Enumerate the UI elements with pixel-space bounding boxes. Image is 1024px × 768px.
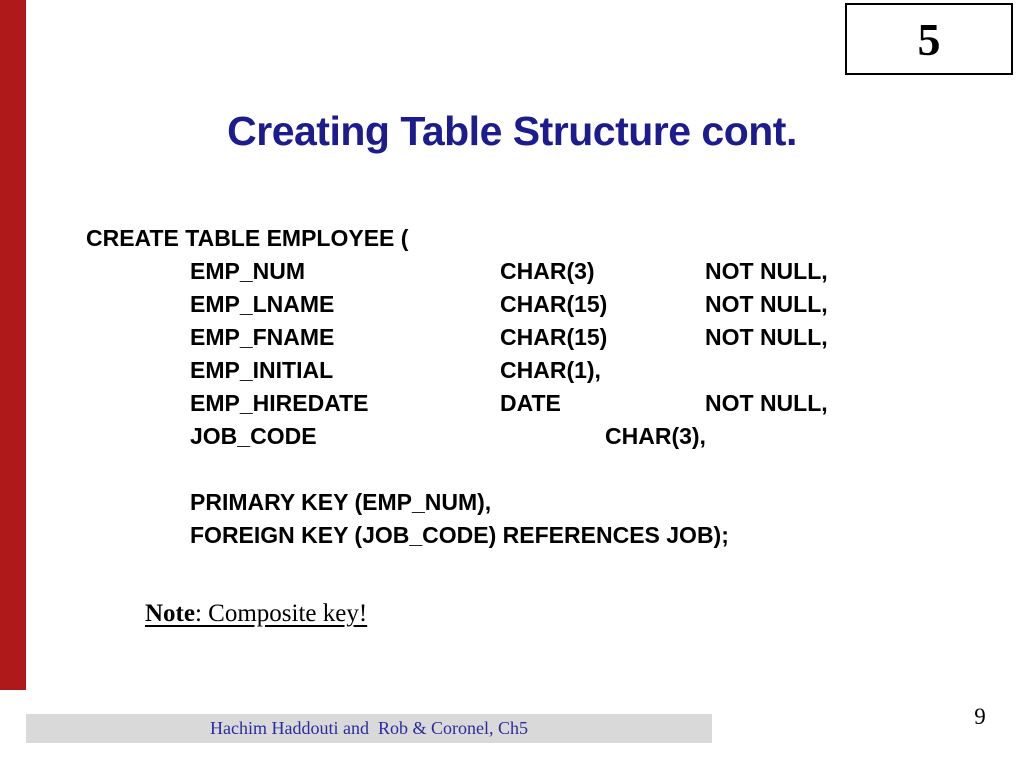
column-name: EMP_LNAME [190, 291, 335, 317]
column-type: CHAR(3) [500, 258, 595, 284]
note-text [145, 600, 367, 628]
note-body: : Composite key! [194, 600, 368, 627]
table-row [86, 258, 946, 291]
chapter-number-box [845, 3, 1013, 75]
table-row [86, 291, 946, 324]
column-name: JOB_CODE [190, 423, 317, 449]
table-row [86, 324, 946, 357]
sql-code-block [86, 225, 946, 555]
sql-line-foreign-key [86, 522, 946, 555]
sql-line-create [86, 225, 946, 258]
table-row [86, 390, 946, 423]
primary-key-clause: PRIMARY KEY (EMP_NUM), [190, 489, 492, 515]
column-type: CHAR(1), [500, 357, 601, 383]
sql-line-primary-key [86, 489, 946, 522]
table-row [86, 423, 946, 456]
blank-line [86, 456, 946, 489]
footer-credit: Hachim Haddouti and Rob & Coronel, Ch5 [210, 718, 528, 738]
column-constraint: NOT NULL, [705, 324, 828, 350]
slide-title: Creating Table Structure cont. [227, 108, 797, 154]
column-type: CHAR(15) [500, 324, 608, 350]
column-name: EMP_INITIAL [190, 357, 334, 383]
column-type: CHAR(15) [500, 291, 608, 317]
footer-bar [26, 714, 712, 743]
column-constraint: NOT NULL, [705, 291, 828, 317]
column-name: EMP_HIREDATE [190, 390, 369, 416]
column-constraint: NOT NULL, [705, 390, 828, 416]
column-name: EMP_NUM [190, 258, 306, 284]
table-row [86, 357, 946, 390]
column-type: DATE [500, 390, 561, 416]
sql-create-statement: CREATE TABLE EMPLOYEE ( [86, 225, 409, 251]
page-number: 9 [974, 704, 986, 729]
column-type: CHAR(3), [605, 423, 706, 449]
chapter-number: 5 [917, 13, 941, 65]
foreign-key-clause: FOREIGN KEY (JOB_CODE) REFERENCES JOB); [190, 522, 729, 548]
note-label: Note [145, 600, 195, 627]
column-name: EMP_FNAME [190, 324, 335, 350]
column-constraint: NOT NULL, [705, 258, 828, 284]
left-edge-stripe [0, 0, 26, 690]
